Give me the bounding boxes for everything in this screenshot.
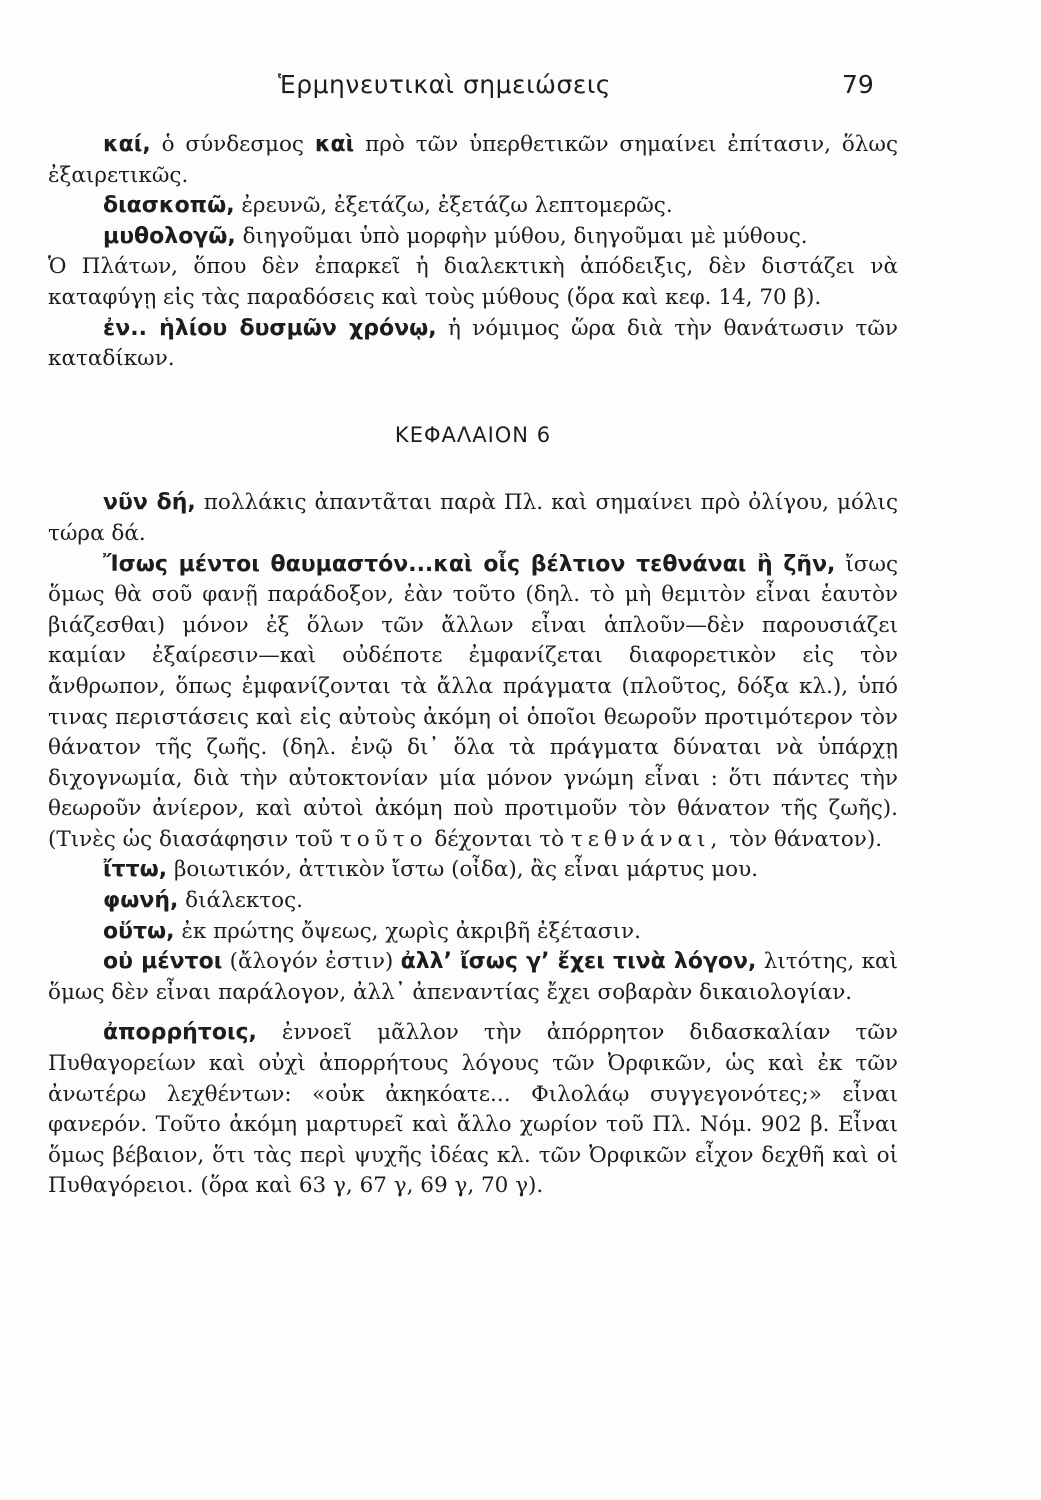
running-head: Ἑρμηνευτικαὶ σημειώσεις	[278, 70, 611, 99]
term: Ἴσως μέντοι θαυμαστόν...καὶ οἷς βέλτιον τεθνάναι ἢ ζῆν,	[103, 551, 836, 577]
term: οὕτω,	[103, 918, 175, 944]
term: ἐν.. ἡλίου δυσμῶν χρόνῳ,	[103, 315, 437, 341]
entry-phone: φωνή, διάλεκτος.	[103, 888, 303, 914]
term: διασκοπῶ,	[103, 193, 235, 219]
entry-mythologo: μυθολογῶ, διηγοῦμαι ὑπὸ μορφὴν μύθου, διηγοῦμαι μὲ μύθους.	[103, 223, 808, 249]
chapter-heading: ΚΕΦΑΛΑΙΟΝ 6	[394, 422, 552, 447]
entry-itto: ἴττω, βοιωτικόν, ἀττικὸν ἴστω (οἶδα), ἂς εἶναι μάρτυς μου.	[103, 857, 759, 883]
term: φωνή,	[103, 888, 179, 914]
paragraph-platon: Ὁ Πλάτων, ὅπου δὲν ἐπαρκεῖ ἡ διαλεκτικὴ ἀπόδειξις, δὲν διστάζει νὰ καταφύγῃ εἰς τὰς παραδόσεις καὶ τοὺς μύθους (ὅρα καὶ κεφ. 14, 70 β).	[48, 254, 898, 310]
page-body	[48, 130, 898, 1202]
term: μυθολογῶ,	[103, 223, 236, 249]
term: καὶ	[314, 132, 355, 157]
term: οὐ μέντοι	[103, 949, 223, 975]
term: ἴττω,	[103, 857, 168, 883]
term: ἀπορρήτοις,	[103, 1020, 257, 1046]
entry-heliou: ἐν.. ἡλίου δυσμῶν χρόνῳ, ἡ νόμιμος ὥρα διὰ τὴν θανάτωσιν τῶν καταδίκων.	[48, 315, 898, 372]
term: ἀλλ’ ἴσως γ’ ἔχει τινὰ λόγον,	[400, 949, 757, 975]
term: νῦν δή,	[103, 490, 196, 516]
entry-ou-mentoi: οὐ μέντοι (ἄλογόν ἐστιν) ἀλλ’ ἴσως γ’ ἔχει τινὰ λόγον, λιτότης, καὶ ὅμως δὲν εἶναι παράλογον, ἀλλ᾽ ἀπεναντίας ἔχει σοβαρὰν δικαιολογίαν.	[48, 949, 898, 1005]
entry-diaskopo: διασκοπῶ, ἐρευνῶ, ἐξετάζω, ἐξετάζω λεπτομερῶς.	[103, 193, 673, 219]
page-number: 79	[842, 70, 874, 99]
entry-aporretois: ἀπορρήτοις, ἐννοεῖ μᾶλλον τὴν ἀπόρρητον διδασκαλίαν τῶν Πυθαγορείων καὶ οὐχὶ ἀπορρήτους λόγους τῶν Ὀρφικῶν, ὡς καὶ ἐκ τῶν ἀνωτέρω λεχθέντων: «οὐκ ἀκηκόατε... Φιλολάῳ συγγεγονότες;» εἶναι φανερόν. Τοῦτο ἀκόμη μαρτυρεῖ καὶ ἄλλο χωρίον τοῦ Πλ. Νόμ. 902 β. Εἶναι ὅμως βέβαιον, ὅτι τὰς περὶ ψυχῆς ἰδέας κλ. τῶν Ὀρφικῶν εἶχον δεχθῆ καὶ οἱ Πυθαγόρειοι. (ὅρα καὶ 63 γ, 67 γ, 69 γ, 70 γ).	[48, 1020, 898, 1199]
entry-isos: Ἴσως μέντοι θαυμαστόν...καὶ οἷς βέλτιον τεθνάναι ἢ ζῆν, ἴσως ὅμως θὰ σοῦ φανῇ παράδοξον, ἐὰν τοῦτο (δηλ. τὸ μὴ θεμιτὸν εἶναι ἑαυτὸν βιάζεσθαι) μόνον ἐξ ὅλων τῶν ἄλλων εἶναι ἁπλοῦν—δὲν παρουσιάζει καμίαν ἐξαίρεσιν—καὶ οὐδέποτε ἐμφανίζεται διαφορετικὸν εἰς τὸν ἄνθρωπον, ὅπως ἐμφανίζονται τὰ ἄλλα πράγματα (πλοῦτος, δόξα κλ.), ὑπό τινας περιστάσεις καὶ εἰς αὐτοὺς ἀκόμη οἱ ὁποῖοι θεωροῦν προτιμότερον τὸν θάνατον τῆς ζωῆς. (δηλ. ἐνῷ δι᾽ ὅλα τὰ πράγματα δύναται νὰ ὑπάρχῃ διχογνωμία, διὰ τὴν αὐτοκτονίαν μία μόνον γνώμη εἶναι : ὅτι πάντες τὴν θεωροῦν ἀνίερον, καὶ αὐτοὶ ἀκόμη ποὺ προτιμοῦν τὸν θάνατον τῆς ζωῆς). (Τινὲς ὡς διασάφησιν τοῦ τοῦτο δέχονται τὸ τεθνάναι, τὸν θάνατον).	[48, 551, 898, 852]
term: καί,	[103, 132, 151, 157]
spacer	[48, 1008, 898, 1018]
entry-houto: οὕτω, ἐκ πρώτης ὄψεως, χωρὶς ἀκριβῆ ἐξέτασιν.	[103, 918, 641, 944]
entry-kai: καί, ὁ σύνδεσμος καὶ πρὸ τῶν ὑπερθετικῶν σημαίνει ἐπίτασιν, ὅλως ἐξαιρετικῶς.	[48, 132, 898, 188]
entry-nyn-de: νῦν δή, πολλάκις ἀπαντᾶται παρὰ Πλ. καὶ σημαίνει πρὸ ὀλίγου, μόλις τώρα δά.	[48, 490, 898, 546]
